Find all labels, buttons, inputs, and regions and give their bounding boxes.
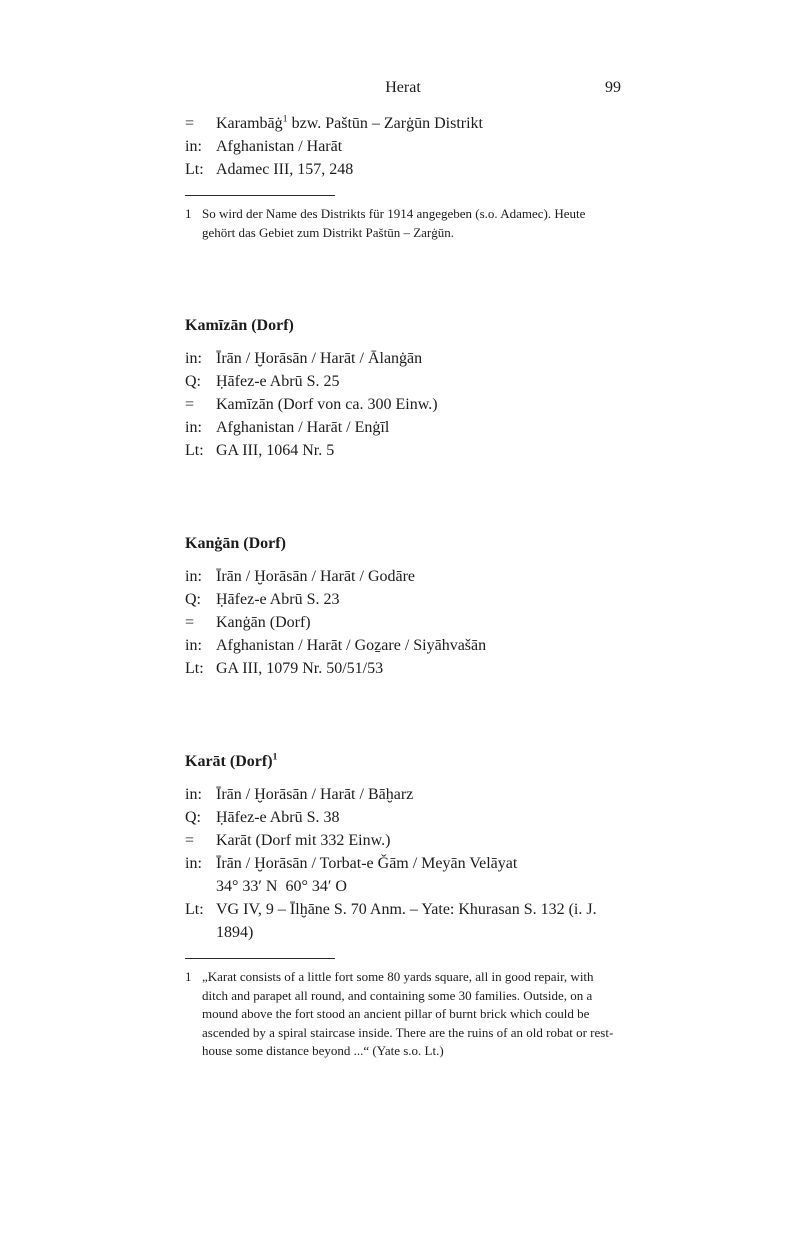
line-text-pre: Karambāġ: [216, 115, 283, 132]
line-label: Q:: [185, 809, 201, 826]
entry-line: [185, 611, 621, 634]
headword: Kanġān: [185, 535, 240, 552]
entry-line: [185, 634, 621, 657]
entry-line: [185, 806, 621, 829]
entry-kamizan: [185, 314, 621, 462]
line-text: Kanġān (Dorf): [216, 614, 311, 631]
footnote-text: So wird der Name des Distrikts für 1914 angegeben (s.o. Adamec). Heute gehört das Gebiet zum Distrikt Paštūn – Zarġūn.: [202, 206, 589, 240]
entry-line: [185, 852, 621, 875]
line-text: GA III, 1079 Nr. 50/51/53: [216, 660, 384, 677]
line-text: Adamec III, 157, 248: [216, 161, 354, 178]
line-label: =: [185, 832, 195, 849]
line-text: Afghanistan / Harāt: [216, 138, 343, 155]
entry-line: [185, 158, 621, 181]
headword-qualifier: (Dorf): [239, 535, 286, 552]
entry-line: [185, 393, 621, 416]
line-label: in:: [185, 855, 202, 872]
page-content: [185, 78, 621, 1061]
footnote-marker: 1: [282, 113, 288, 125]
entry-heading: [185, 314, 621, 337]
entry-line: [185, 657, 621, 680]
line-label: in:: [185, 138, 202, 155]
headword: Karāt: [185, 753, 226, 770]
line-label: =: [185, 396, 195, 413]
line-label: in:: [185, 350, 202, 367]
line-label: in:: [185, 637, 202, 654]
footnote-separator: [185, 195, 335, 196]
line-text: Ḥāfez-e Abrū S. 25: [216, 373, 340, 390]
entry-line: [185, 347, 621, 370]
footnote-marker: 1: [272, 751, 278, 763]
line-label: in:: [185, 786, 202, 803]
line-text: GA III, 1064 Nr. 5: [216, 442, 335, 459]
line-text: Kamīzān (Dorf von ca. 300 Einw.): [216, 396, 438, 413]
running-head: Herat: [385, 79, 421, 96]
entry-line: [185, 416, 621, 439]
headword: Kamīzān: [185, 317, 248, 334]
footnote-2: [185, 968, 621, 1061]
line-text-post: bzw. Paštūn – Zarġūn Distrikt: [287, 115, 483, 132]
entry-kangan: [185, 532, 621, 680]
entry-heading: [185, 532, 621, 555]
entry-line-coordinates: [185, 875, 621, 898]
line-label: Q:: [185, 373, 201, 390]
line-text: Īrān / Ḫorāsān / Harāt / Ālanġān: [216, 350, 423, 367]
line-text: Ḥāfez-e Abrū S. 38: [216, 809, 340, 826]
footnote-separator: [185, 958, 335, 959]
line-label: Lt:: [185, 660, 204, 677]
entry-line: [185, 898, 621, 944]
headword-qualifier: (Dorf): [225, 753, 273, 770]
line-text: Ḥāfez-e Abrū S. 23: [216, 591, 340, 608]
entry-line: [185, 783, 621, 806]
line-text: Īrān / Ḫorāsān / Torbat-e Ǧām / Meyān Velāyat: [216, 855, 518, 872]
line-text: Afghanistan / Harāt / Goẕare / Siyāhvašān: [216, 637, 487, 654]
line-text: Īrān / Ḫorāsān / Harāt / Godāre: [216, 568, 416, 585]
page-number: 99: [605, 79, 621, 96]
line-label: in:: [185, 419, 202, 436]
entry-line: [185, 135, 621, 158]
entry-line: [185, 829, 621, 852]
entry-karambag: [185, 112, 621, 181]
line-label: [185, 875, 216, 898]
line-label: =: [185, 115, 195, 132]
entry-line: [185, 588, 621, 611]
entry-line: [185, 439, 621, 462]
entry-line: [185, 565, 621, 588]
line-text: VG IV, 9 – Īlḫāne S. 70 Anm. – Yate: Khurasan S. 132 (i. J. 1894): [216, 901, 601, 941]
line-label: Lt:: [185, 161, 204, 178]
line-label: Lt:: [185, 901, 204, 918]
footnote-number: 1: [185, 206, 192, 221]
entry-line: [185, 370, 621, 393]
page-header: [185, 78, 621, 98]
entry-heading: [185, 750, 621, 773]
coordinates-text: 34° 33′ N 60° 34′ O: [216, 878, 347, 895]
line-text: Karāt (Dorf mit 332 Einw.): [216, 832, 391, 849]
headword-qualifier: (Dorf): [247, 317, 294, 334]
footnote-number: 1: [185, 969, 192, 984]
line-text: Īrān / Ḫorāsān / Harāt / Bāḫarz: [216, 786, 414, 803]
entry-line: [185, 112, 621, 135]
line-label: Lt:: [185, 442, 204, 459]
footnote-text: „Karat consists of a little fort some 80 yards square, all in good repair, with ditch and parapet all round, and containing some 30 families. Outside, on a mound above the fort stood an ancient pillar of burnt brick which could be ascended by a spiral staircase inside. There are the ruins of an old robat or rest-house some distance beyond ...“ (Yate s.o. Lt.): [202, 969, 614, 1058]
entry-karat: [185, 750, 621, 944]
line-label: in:: [185, 568, 202, 585]
footnote-1: [185, 205, 621, 242]
line-text: Afghanistan / Harāt / Enġīl: [216, 419, 390, 436]
line-label: =: [185, 614, 195, 631]
line-text: [216, 112, 621, 135]
line-label: Q:: [185, 591, 201, 608]
